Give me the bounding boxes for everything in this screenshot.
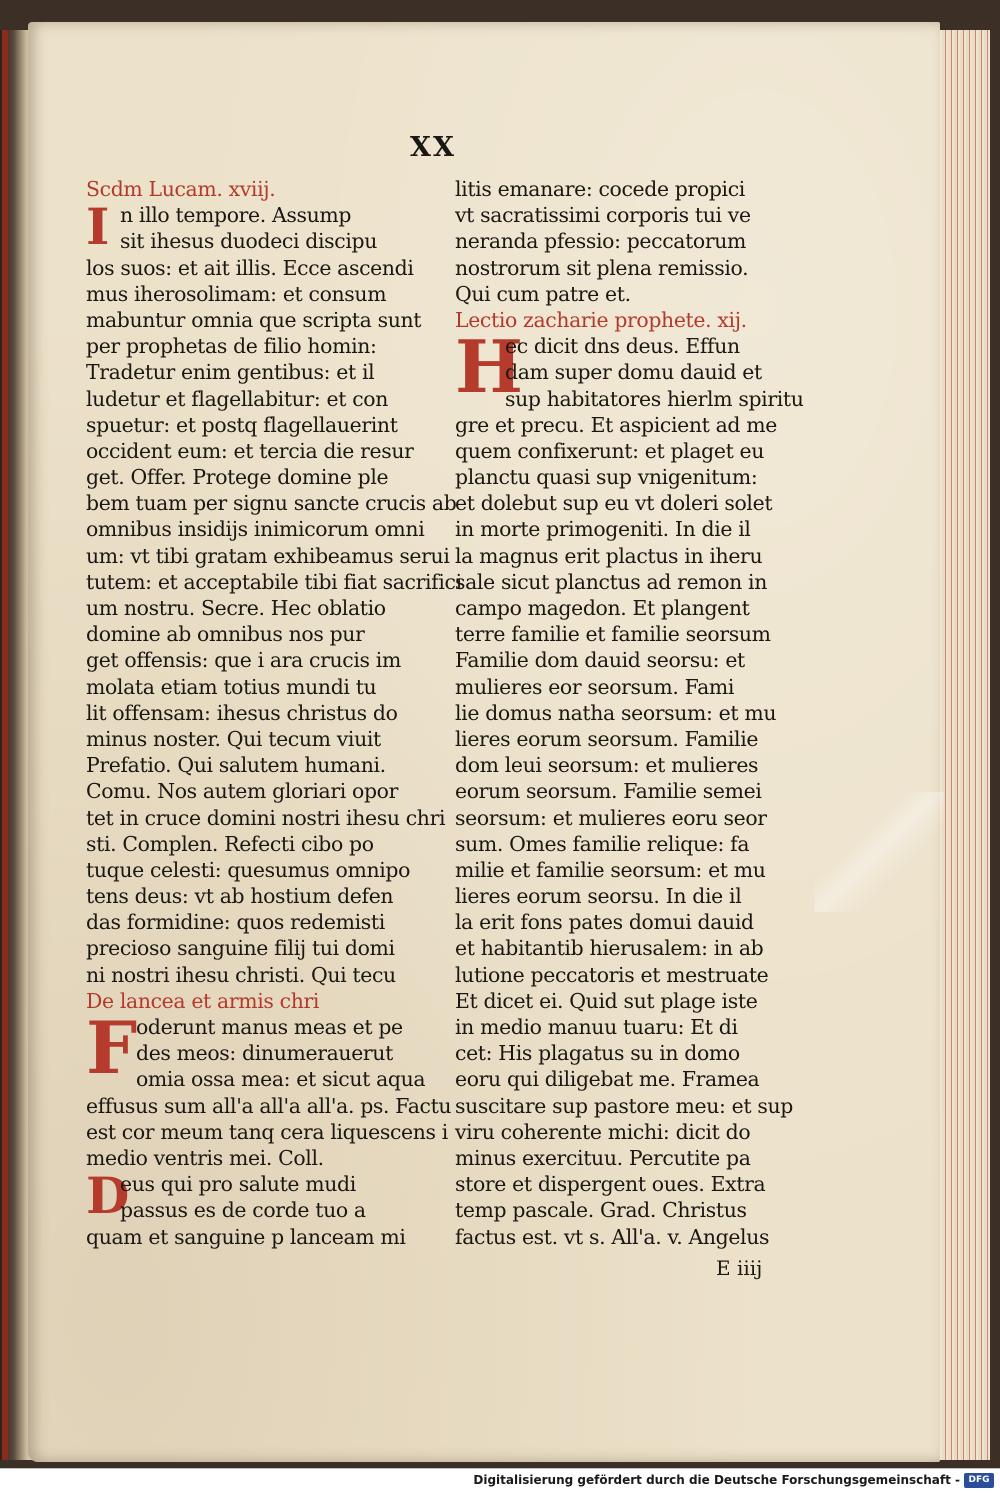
text-line: spuetur: et postq flagellauerint <box>86 412 398 437</box>
text-line: seorsum: et mulieres eoru seor <box>455 805 767 830</box>
text-line: in morte primogeniti. In die il <box>455 517 751 542</box>
text-line: occident eum: et tercia die resur <box>86 438 414 463</box>
text-line: los suos: et ait illis. Ecce ascendi <box>86 255 414 280</box>
decorated-initial: I <box>86 197 110 257</box>
viewer-footer <box>0 1468 1000 1493</box>
line-text: n illo tempore. Assump <box>120 203 352 228</box>
funding-credit: Digitalisierung gefördert durch die Deutsche Forschungsgemeinschaft - <box>473 1473 960 1487</box>
decorated-initial: F <box>86 1005 137 1090</box>
text-line: Familie dom dauid seorsu: et <box>455 648 745 673</box>
text-line: eorum seorsum. Familie semei <box>455 779 762 804</box>
text-line: et dolebut sup eu vt doleri solet <box>455 491 773 516</box>
text-line: um nostru. Secre. Hec oblatio <box>86 596 386 620</box>
text-line: get. Offer. Protege domine ple <box>86 465 389 490</box>
text-line: precioso sanguine filij tui domi <box>86 936 395 961</box>
text-line: cet: His plagatus su in domo <box>455 1041 740 1066</box>
text-line: sit ihesus duodeci discipu <box>120 229 377 254</box>
text-line: suscitare sup pastore meu: et sup <box>455 1093 793 1118</box>
text-line: la erit fons pates domui dauid <box>455 910 754 935</box>
text-line: des meos: dinumerauerut <box>136 1041 393 1066</box>
text-line: vt sacratissimi corporis tui ve <box>455 203 751 228</box>
decorated-initial: H <box>455 324 523 410</box>
text-line: Qui cum patre et. <box>455 281 631 306</box>
text-line: lieres eorum seorsu. In die il <box>455 884 742 909</box>
text-line: la magnus erit plactus in iheru <box>455 543 763 568</box>
text-line: tet in cruce domini nostri ihesu chri <box>86 805 446 830</box>
text-line: effusus sum all'a all'a all'a. ps. Factu <box>86 1093 452 1118</box>
text-line: dam super domu dauid et <box>505 360 762 385</box>
text-line: factus est. vt s. All'a. v. Angelus <box>455 1224 770 1249</box>
text-line: lit offensam: ihesus christus do <box>86 700 398 725</box>
text-line: passus es de corde tuo a <box>120 1198 366 1223</box>
text-line: tutem: et acceptabile tibi fiat sacrifici <box>86 569 462 594</box>
text-line: et habitantib hierusalem: in ab <box>455 936 764 961</box>
text-line: mus iherosolimam: et consum <box>86 281 387 306</box>
text-line: milie et familie seorsum: et mu <box>455 857 766 882</box>
text-line: ludetur et flagellabitur: et con <box>86 386 388 411</box>
dfg-logo: DFG <box>964 1473 994 1488</box>
left-text-column <box>86 176 462 1250</box>
rubric-heading: Scdm Lucam. xviij. <box>86 177 276 201</box>
folio-number: XX <box>410 132 456 163</box>
decorated-initial: D <box>86 1166 130 1226</box>
line-text: oderunt manus meas et pe <box>136 1015 403 1039</box>
text-line: quam et sanguine p lanceam mi <box>86 1224 406 1249</box>
text-line: tuque celesti: quesumus omnipo <box>86 857 411 882</box>
text-line: molata etiam totius mundi tu <box>86 674 377 699</box>
text-line: litis emanare: cocede propici <box>455 177 745 201</box>
paper-crease <box>814 792 944 912</box>
line-text: eus qui pro salute mudi <box>120 1172 356 1197</box>
text-line: tens deus: vt ab hostium defen <box>86 884 394 909</box>
text-line: Tradetur enim gentibus: et il <box>86 360 375 385</box>
text-line: lie domus natha seorsum: et mu <box>455 700 777 725</box>
text-line: get offensis: que i ara crucis im <box>86 648 401 673</box>
text-line: sup habitatores hierlm spiritu <box>505 386 804 411</box>
text-line: Et dicet ei. Quid sut plage iste <box>455 988 758 1013</box>
rubric-heading: De lancea et armis chri <box>86 988 320 1013</box>
text-line: ni nostri ihesu christi. Qui tecu <box>86 962 396 987</box>
text-line: neranda pfessio: peccatorum <box>455 229 747 254</box>
text-line: minus exercituu. Percutite pa <box>455 1145 751 1170</box>
right-text-column <box>455 176 804 1250</box>
text-line: domine ab omnibus nos pur <box>86 622 365 647</box>
text-line: das formidine: quos redemisti <box>86 910 385 935</box>
text-line: Prefatio. Qui salutem humani. <box>86 753 386 778</box>
text-line: um: vt tibi gratam exhibeamus serui <box>86 543 450 568</box>
text-line: temp pascale. Grad. Christus <box>455 1198 747 1223</box>
text-line: per prophetas de filio homin: <box>86 334 377 359</box>
text-line: omnibus insidijs inimicorum omni <box>86 517 425 542</box>
text-line: sti. Complen. Refecti cibo po <box>86 831 374 856</box>
text-line: minus noster. Qui tecum viuit <box>86 726 381 751</box>
text-line: Comu. Nos autem gloriari opor <box>86 779 398 804</box>
text-line: bem tuam per signu sancte crucis ab <box>86 491 457 516</box>
text-line: sale sicut planctus ad remon in <box>455 569 767 594</box>
text-line: est cor meum tanq cera liquescens i <box>86 1119 448 1144</box>
text-line: quem confixerunt: et plaget eu <box>455 438 765 463</box>
text-line: dom leui seorsum: et mulieres <box>455 753 759 778</box>
text-line: gre et precu. Et aspicient ad me <box>455 412 777 437</box>
text-line: lutione peccatoris et mestruate <box>455 962 769 987</box>
text-line: omia ossa mea: et sicut aqua <box>136 1067 426 1092</box>
text-line: terre familie et familie seorsum <box>455 622 771 647</box>
text-line: sum. Omes familie relique: fa <box>455 831 750 856</box>
text-line: in medio manuu tuaru: Et di <box>455 1015 738 1039</box>
text-line: mulieres eor seorsum. Fami <box>455 674 735 699</box>
text-line: mabuntur omnia que scripta sunt <box>86 307 422 332</box>
rubric-heading: Lectio zacharie prophete. xij. <box>455 307 747 332</box>
line-text: ec dicit dns deus. Effun <box>505 334 740 359</box>
text-line: viru coherente michi: dicit do <box>455 1119 751 1144</box>
text-line: planctu quasi sup vnigenitum: <box>455 465 758 490</box>
text-line: eoru qui diligebat me. Framea <box>455 1067 760 1092</box>
text-line: lieres eorum seorsum. Familie <box>455 726 759 751</box>
text-line: store et dispergent oues. Extra <box>455 1172 766 1197</box>
text-line: medio ventris mei. Coll. <box>86 1145 324 1170</box>
signature-mark: E iiij <box>716 1256 763 1280</box>
text-line: campo magedon. Et plangent <box>455 596 750 620</box>
text-line: nostrorum sit plena remissio. <box>455 255 749 280</box>
